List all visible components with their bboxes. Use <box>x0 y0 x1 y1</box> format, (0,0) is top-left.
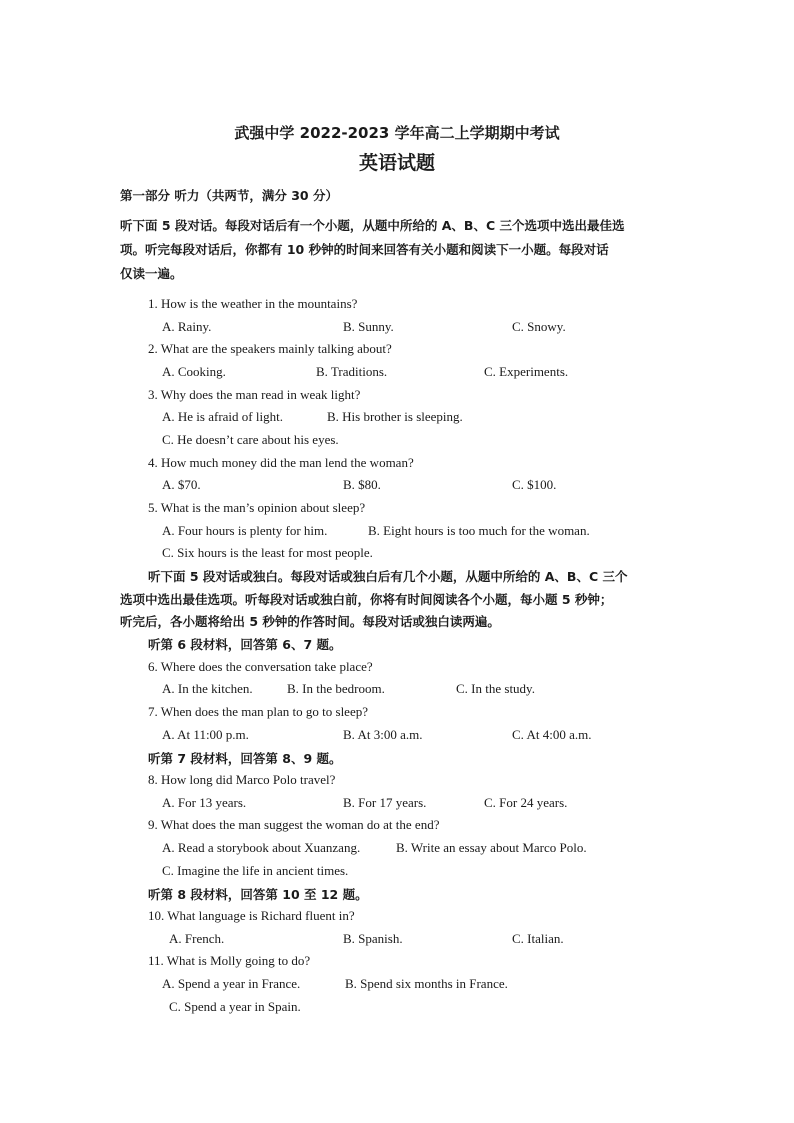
question-5: 5. What is the man’s opinion about sleep? <box>148 500 366 515</box>
question-3: 3. Why does the man read in weak light? <box>148 387 361 402</box>
q8-option-b: B. For 17 years. <box>343 795 427 810</box>
q2-option-c: C. Experiments. <box>484 364 569 379</box>
q7-option-a: A. At 11:00 p.m. <box>162 727 249 742</box>
instructions1-line2: 项。听完每段对话后，你都有 10 秒钟的时间来回答有关小题和阅读下一小题。每段对话 <box>120 242 609 257</box>
q11-option-a: A. Spend a year in France. <box>162 976 301 991</box>
q6-option-a: A. In the kitchen. <box>162 681 253 696</box>
section-7-heading: 听第 7 段材料，回答第 8、9 题。 <box>148 751 342 766</box>
question-1: 1. How is the weather in the mountains? <box>148 296 358 311</box>
q10-option-c: C. Italian. <box>512 931 564 946</box>
instructions1-line3: 仅读一遍。 <box>120 266 183 281</box>
q3-option-c: C. He doesn’t care about his eyes. <box>162 432 339 447</box>
q2-option-a: A. Cooking. <box>162 364 226 379</box>
q7-option-c: C. At 4:00 a.m. <box>512 727 592 742</box>
q5-option-a: A. Four hours is plenty for him. <box>162 523 328 538</box>
question-7: 7. When does the man plan to go to sleep? <box>148 704 368 719</box>
q3-option-a: A. He is afraid of light. <box>162 409 283 424</box>
instructions2-line2: 选项中选出最佳选项。听每段对话或独白前，你将有时间阅读各个小题，每小题 5 秒钟； <box>120 592 613 607</box>
q4-option-c: C. $100. <box>512 477 557 492</box>
q4-option-b: B. $80. <box>343 477 381 492</box>
section-6-heading: 听第 6 段材料，回答第 6、7 题。 <box>148 637 342 652</box>
question-2: 2. What are the speakers mainly talking about? <box>148 341 392 356</box>
q9-option-c: C. Imagine the life in ancient times. <box>162 863 349 878</box>
q9-option-b: B. Write an essay about Marco Polo. <box>396 840 587 855</box>
section-8-heading: 听第 8 段材料，回答第 10 至 12 题。 <box>148 887 368 902</box>
q10-option-a: A. French. <box>169 931 225 946</box>
question-11: 11. What is Molly going to do? <box>148 953 311 968</box>
instructions1-line1: 听下面 5 段对话。每段对话后有一个小题，从题中所给的 A、B、C 三个选项中选出最佳选 <box>120 218 625 233</box>
q1-option-b: B. Sunny. <box>343 319 394 334</box>
q5-option-c: C. Six hours is the least for most people. <box>162 545 373 560</box>
question-4: 4. How much money did the man lend the woman? <box>148 455 414 470</box>
q1-option-a: A. Rainy. <box>162 319 212 334</box>
q7-option-b: B. At 3:00 a.m. <box>343 727 423 742</box>
q5-option-b: B. Eight hours is too much for the woman. <box>368 523 590 538</box>
instructions2-line1: 听下面 5 段对话或独白。每段对话或独白后有几个小题，从题中所给的 A、B、C 三个 <box>148 569 628 584</box>
part1-heading: 第一部分 听力（共两节，满分 30 分） <box>120 188 338 203</box>
q8-option-a: A. For 13 years. <box>162 795 247 810</box>
question-10: 10. What language is Richard fluent in? <box>148 908 355 923</box>
instructions2-line3: 听完后，各小题将给出 5 秒钟的作答时间。每段对话或独白读两遍。 <box>120 614 500 629</box>
school-exam-title: 武强中学 2022-2023 学年高二上学期期中考试 <box>234 124 560 142</box>
q11-option-b: B. Spend six months in France. <box>345 976 508 991</box>
q10-option-b: B. Spanish. <box>343 931 403 946</box>
q6-option-b: B. In the bedroom. <box>287 681 385 696</box>
question-8: 8. How long did Marco Polo travel? <box>148 772 336 787</box>
q3-option-b: B. His brother is sleeping. <box>327 409 463 424</box>
q4-option-a: A. $70. <box>162 477 201 492</box>
subject-title: 英语试题 <box>358 152 435 174</box>
q8-option-c: C. For 24 years. <box>484 795 568 810</box>
q2-option-b: B. Traditions. <box>316 364 388 379</box>
question-9: 9. What does the man suggest the woman do at the end? <box>148 817 440 832</box>
q1-option-c: C. Snowy. <box>512 319 566 334</box>
q9-option-a: A. Read a storybook about Xuanzang. <box>162 840 361 855</box>
q6-option-c: C. In the study. <box>456 681 535 696</box>
question-6: 6. Where does the conversation take place? <box>148 659 373 674</box>
q11-option-c: C. Spend a year in Spain. <box>169 999 301 1014</box>
